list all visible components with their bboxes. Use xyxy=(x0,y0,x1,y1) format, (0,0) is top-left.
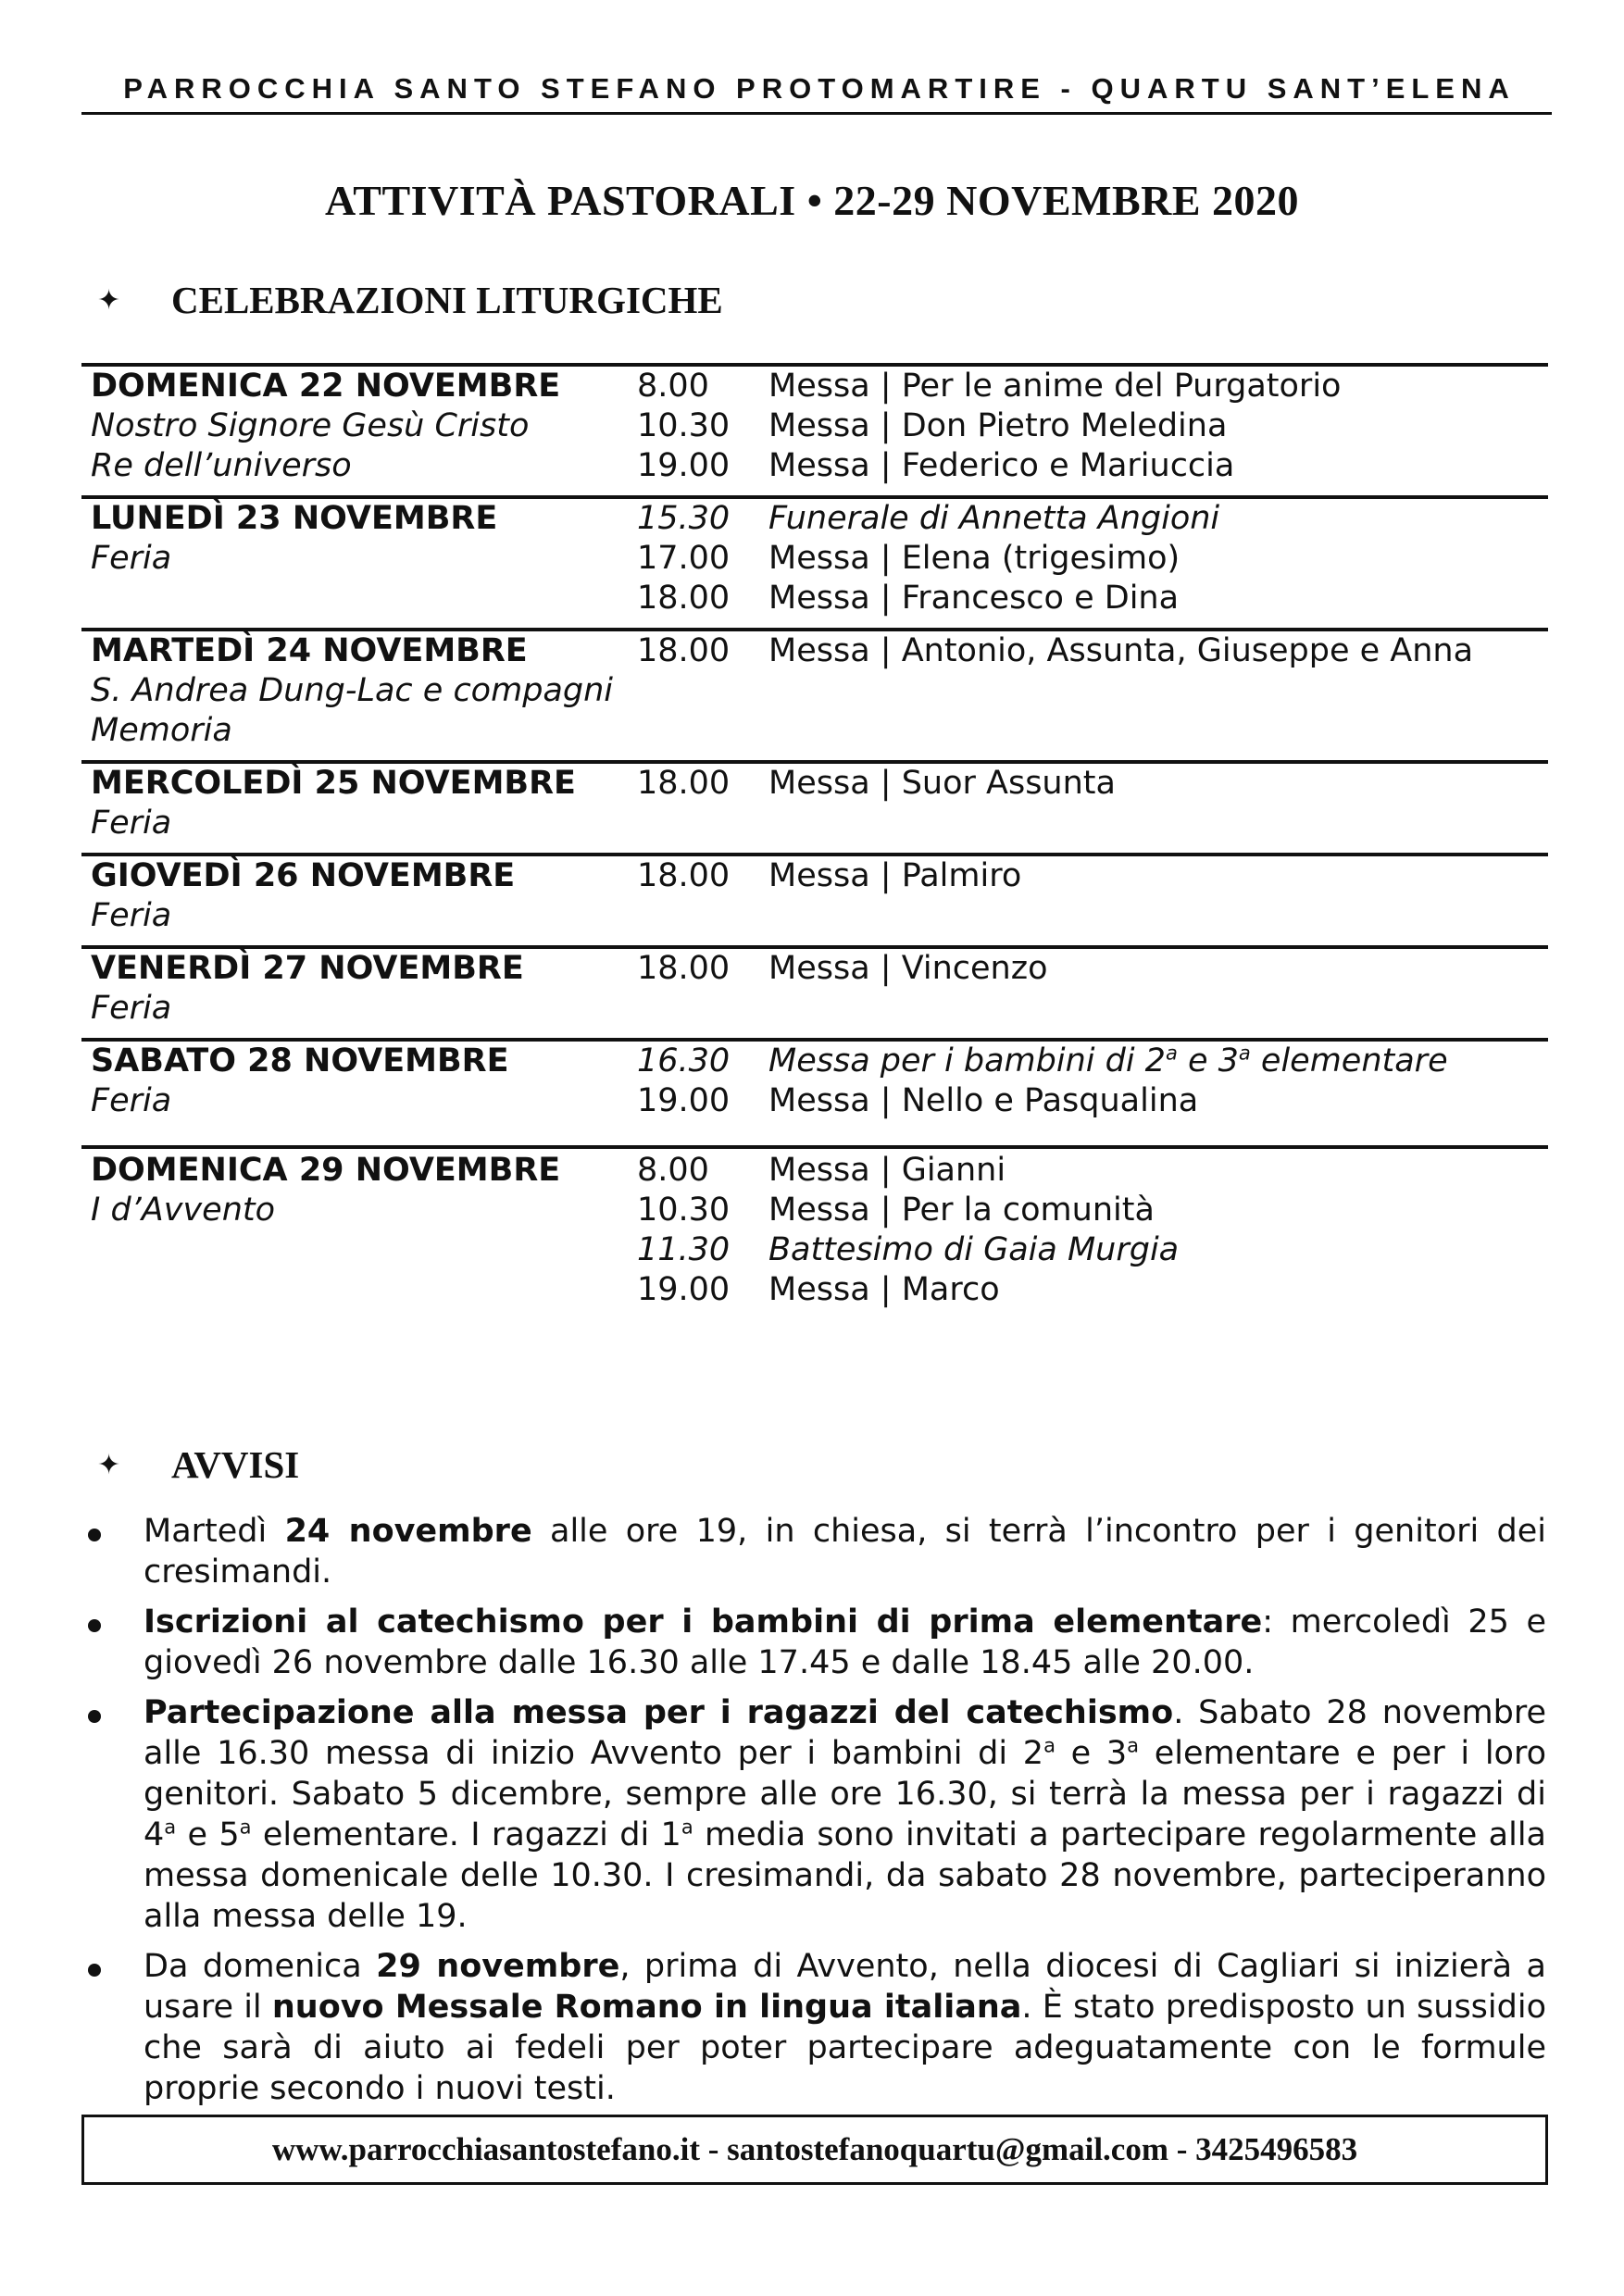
day-name: VENERDÌ 27 NOVEMBRE xyxy=(91,950,524,987)
event-row xyxy=(637,1270,1548,1310)
event-desc: Messa | Elena (trigesimo) xyxy=(768,540,1181,577)
event-desc: Messa | Per la comunità xyxy=(768,1192,1155,1229)
event-row xyxy=(637,764,1548,804)
event-row xyxy=(637,1081,1548,1121)
event-row xyxy=(637,1151,1548,1191)
event-time: 11.30 xyxy=(637,1231,731,1268)
notice-text: Da domenica 29 novembre, prima di Avvento, nella diocesi di Cagliari si inizierà a usare il nuovo Messale Romano in lingua italiana. È stato predisposto un sussidio che sarà di aiuto ai fedeli per poter partecipare adeguatamente con le formule proprie secondo i nuovi testi. xyxy=(144,1948,1546,2107)
event-time: 18.00 xyxy=(637,950,731,987)
event-row xyxy=(637,499,1548,539)
day-feast: Feria xyxy=(91,540,172,577)
day-name: MERCOLEDÌ 25 NOVEMBRE xyxy=(91,765,576,802)
footer-text: www.parrocchiasantostefano.it - santostefanoquartu@gmail.com - 3425496583 xyxy=(271,2131,1358,2167)
day-feast-line2: Memoria xyxy=(91,712,232,749)
event-row xyxy=(637,631,1548,671)
day-feast: Nostro Signore Gesù Cristo xyxy=(91,407,530,444)
event-time: 8.00 xyxy=(637,1152,709,1189)
event-row xyxy=(637,406,1548,446)
event-row xyxy=(637,856,1548,896)
footer-contacts xyxy=(81,2115,1548,2185)
day-name: SABATO 28 NOVEMBRE xyxy=(91,1042,509,1079)
schedule-day xyxy=(81,1038,1548,1145)
event-time: 10.30 xyxy=(637,1192,731,1229)
sparkle-star-icon: ✦ xyxy=(97,1448,121,1481)
list-item xyxy=(88,1602,1546,1683)
event-row xyxy=(637,1191,1548,1230)
bullet-icon xyxy=(88,1511,144,1592)
list-item xyxy=(88,1511,1546,1592)
event-desc: Messa | Vincenzo xyxy=(768,950,1048,987)
event-desc: Messa | Antonio, Assunta, Giuseppe e Anna xyxy=(768,632,1474,669)
event-desc: Messa | Francesco e Dina xyxy=(768,580,1180,617)
schedule-day xyxy=(81,363,1548,495)
schedule-day xyxy=(81,853,1548,945)
section-title: CELEBRAZIONI LITURGICHE xyxy=(171,279,723,321)
bullet-icon xyxy=(88,1602,144,1683)
event-desc: Funerale di Annetta Angioni xyxy=(768,500,1220,537)
schedule-day xyxy=(81,495,1548,628)
event-desc: Messa | Nello e Pasqualina xyxy=(768,1082,1199,1119)
notice-text: Partecipazione alla messa per i ragazzi del catechismo. Sabato 28 novembre alle 16.30 messa di inizio Avvento per i bambini di 2$^a$ e 3$^a$ elementare e per i loro genitori. Sabato 5 dicembre, sempre alle ore 16.30, si terrà la messa per i ragazzi di 4$^a$ e 5$^a$ elementare. I ragazzi di 1$^a$ media sono invitati a partecipare regolarmente alla messa domenicale delle 10.30. I cresimandi, da sabato 28 novembre, parteciperanno alla messa delle 19. xyxy=(144,1694,1547,1935)
event-time: 18.00 xyxy=(637,765,731,802)
day-feast: Feria xyxy=(91,897,172,934)
event-desc: Messa | Federico e Mariuccia xyxy=(768,447,1235,484)
event-time: 19.00 xyxy=(637,447,731,484)
event-time: 10.30 xyxy=(637,407,731,444)
schedule-table xyxy=(81,363,1548,1319)
event-desc: Messa | Per le anime del Purgatorio xyxy=(768,368,1342,405)
event-row xyxy=(637,367,1548,406)
event-row xyxy=(637,1042,1548,1081)
event-time: 17.00 xyxy=(637,540,731,577)
schedule-day xyxy=(81,760,1548,853)
bullet-icon xyxy=(88,1692,144,1937)
day-feast: I d’Avvento xyxy=(91,1192,276,1229)
event-desc: Messa | Palmiro xyxy=(768,857,1022,894)
schedule-day xyxy=(81,1145,1548,1319)
schedule-day xyxy=(81,945,1548,1038)
event-desc: Messa | Don Pietro Meledina xyxy=(768,407,1228,444)
notice-text: Iscrizioni al catechismo per i bambini di prima elementare: mercoledì 25 e giovedì 26 novembre dalle 16.30 alle 17.45 e dalle 18.45 alle 20.00. xyxy=(144,1603,1546,1681)
event-desc: Messa per i bambini di 2$^a$ e 3$^a$ elementare xyxy=(768,1042,1448,1079)
list-item xyxy=(88,1692,1546,1937)
day-feast: Feria xyxy=(91,1082,172,1119)
event-time: 19.00 xyxy=(637,1271,731,1308)
event-row xyxy=(637,579,1548,618)
day-feast: Feria xyxy=(91,990,172,1027)
day-feast: Feria xyxy=(91,805,172,842)
event-time: 15.30 xyxy=(637,500,731,537)
event-time: 19.00 xyxy=(637,1082,731,1119)
day-name: DOMENICA 22 NOVEMBRE xyxy=(91,368,561,405)
notice-text: Martedì 24 novembre alle ore 19, in chiesa, si terrà l’incontro per i genitori dei cresimandi. xyxy=(144,1513,1546,1591)
event-desc: Battesimo di Gaia Murgia xyxy=(768,1231,1180,1268)
event-row xyxy=(637,539,1548,579)
section-celebrazioni xyxy=(97,278,723,322)
parish-header: PARROCCHIA SANTO STEFANO PROTOMARTIRE - QUARTU SANT’ELENA xyxy=(123,72,1516,105)
day-name: LUNEDÌ 23 NOVEMBRE xyxy=(91,500,498,537)
event-row xyxy=(637,446,1548,486)
day-name: MARTEDÌ 24 NOVEMBRE xyxy=(91,632,528,669)
day-feast: S. Andrea Dung-Lac e compagni xyxy=(91,672,613,709)
page-title: ATTIVITÀ PASTORALI • 22-29 NOVEMBRE 2020 xyxy=(324,177,1300,224)
section-title: AVVISI xyxy=(171,1443,300,1486)
event-time: 18.00 xyxy=(637,580,731,617)
event-row xyxy=(637,949,1548,989)
event-desc: Messa | Suor Assunta xyxy=(768,765,1116,802)
event-time: 18.00 xyxy=(637,857,731,894)
section-avvisi xyxy=(97,1442,299,1487)
day-feast-line2: Re dell’universo xyxy=(91,447,352,484)
header-divider xyxy=(81,112,1552,115)
schedule-day xyxy=(81,628,1548,760)
notices-list xyxy=(88,1511,1546,2118)
event-time: 8.00 xyxy=(637,368,709,405)
event-desc: Messa | Gianni xyxy=(768,1152,1006,1189)
event-row xyxy=(637,1230,1548,1270)
event-desc: Messa | Marco xyxy=(768,1271,1000,1308)
day-name: DOMENICA 29 NOVEMBRE xyxy=(91,1152,561,1189)
bullet-icon xyxy=(88,1946,144,2109)
sparkle-star-icon: ✦ xyxy=(97,283,121,317)
event-time: 18.00 xyxy=(637,632,731,669)
event-time: 16.30 xyxy=(637,1042,731,1079)
day-name: GIOVEDÌ 26 NOVEMBRE xyxy=(91,857,516,894)
list-item xyxy=(88,1946,1546,2109)
